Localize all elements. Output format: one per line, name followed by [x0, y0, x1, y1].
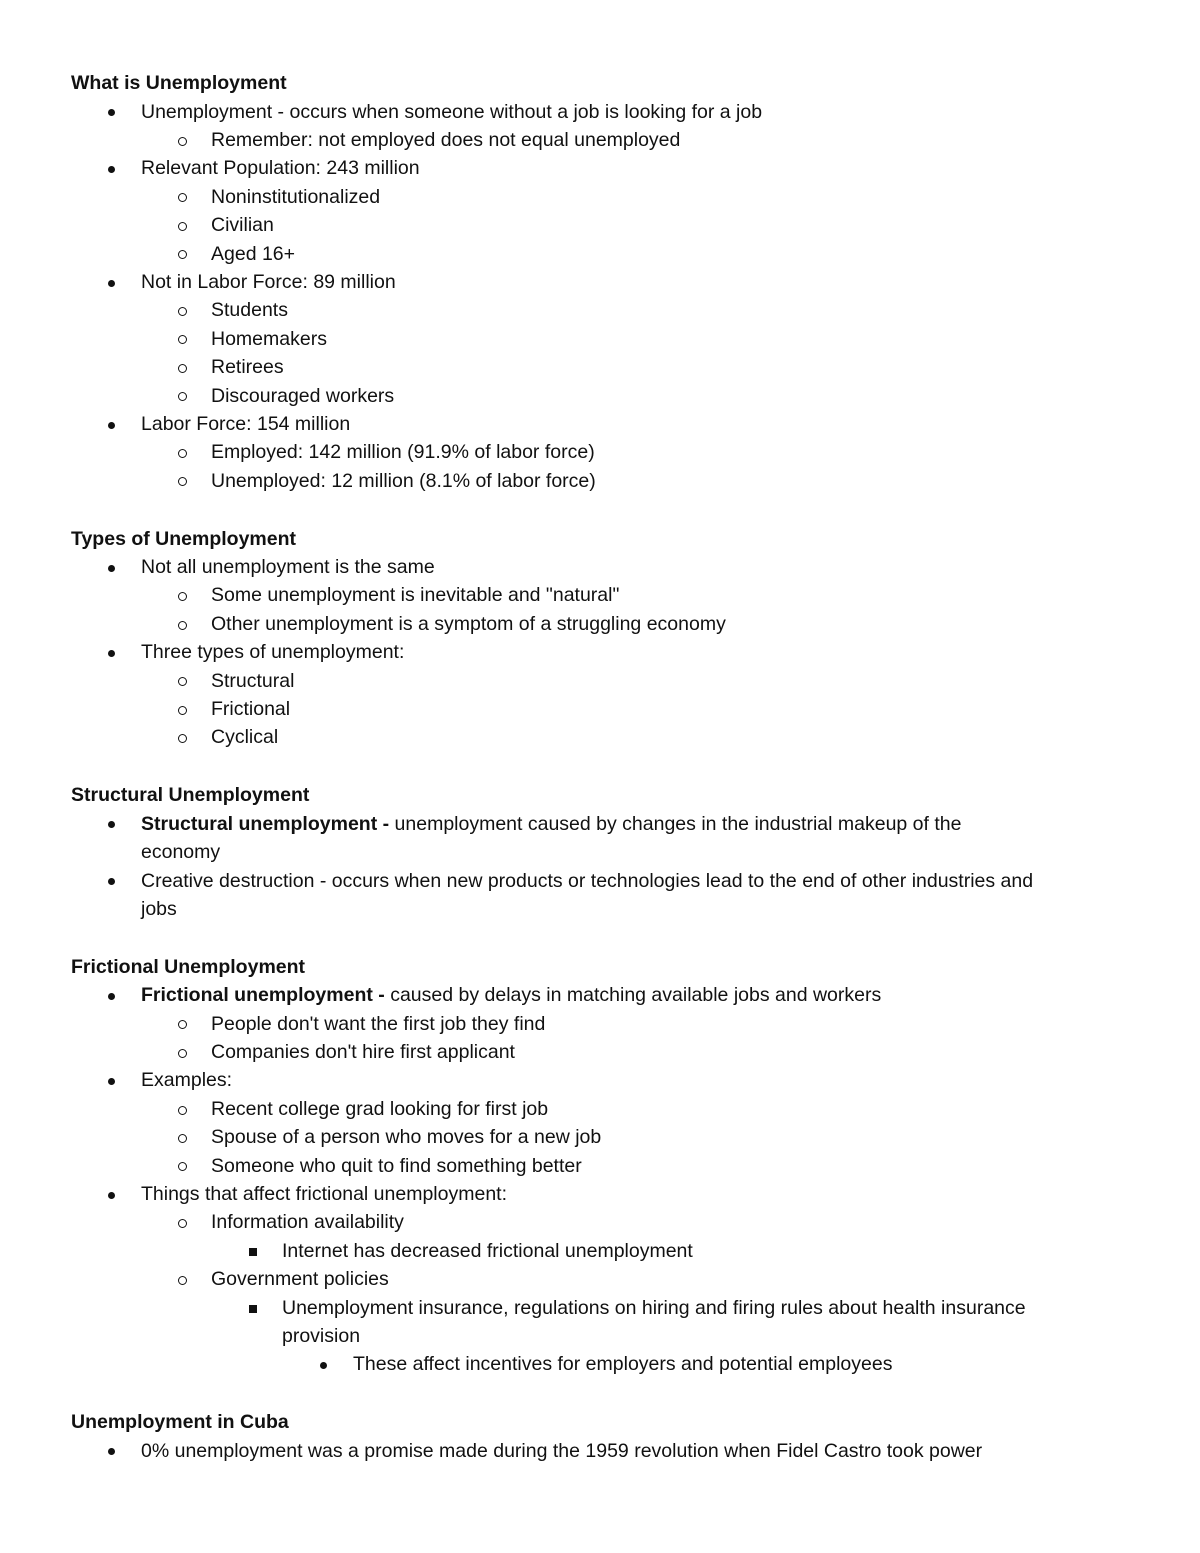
bullet-disc-icon — [108, 1192, 115, 1199]
item-text: Discouraged workers — [211, 384, 395, 407]
list-item-text — [211, 183, 380, 211]
section-heading: Frictional Unemployment — [71, 955, 306, 978]
bullet-circle-icon — [178, 1276, 187, 1285]
bullet-disc-icon — [108, 1078, 115, 1085]
bullet-disc-icon — [108, 821, 115, 828]
bullet-circle-icon — [178, 1162, 187, 1171]
bullet-disc-icon — [108, 650, 115, 657]
list-item-text — [211, 325, 327, 353]
item-text: Relevant Population: 243 million — [141, 157, 420, 180]
item-text: Structural — [211, 669, 295, 692]
item-text: jobs — [141, 897, 177, 920]
list-item-text — [211, 1152, 582, 1180]
item-text: Not in Labor Force: 89 million — [141, 270, 396, 293]
item-text: Companies don't hire first applicant — [211, 1041, 515, 1063]
term-label: Frictional unemployment - — [141, 984, 385, 1007]
bullet-circle-icon — [178, 1106, 187, 1115]
list-item-text — [211, 610, 726, 638]
list-item-text — [211, 1038, 515, 1066]
item-text: Internet has decreased frictional unemployment — [282, 1239, 693, 1262]
bullet-disc-icon — [108, 565, 115, 572]
list-item-text — [211, 126, 680, 154]
list-item-text — [141, 638, 404, 666]
bullet-circle-icon — [178, 335, 187, 344]
item-text: caused by delays in matching available jobs and workers — [390, 984, 882, 1007]
list-item-text — [353, 1350, 892, 1378]
item-text: economy — [141, 841, 221, 864]
bullet-circle-icon — [178, 734, 187, 743]
list-item-text — [282, 1322, 360, 1350]
list-item-text — [211, 353, 284, 381]
bullet-circle-icon — [178, 250, 187, 259]
item-text: Labor Force: 154 million — [141, 412, 351, 435]
list-item-text — [211, 723, 278, 751]
item-text: Three types of unemployment: — [141, 641, 405, 664]
list-item-text — [211, 296, 288, 324]
bullet-circle-icon — [178, 1219, 187, 1228]
list-item-text — [211, 1265, 389, 1293]
list-item-text — [141, 1180, 507, 1208]
list-item-text — [211, 467, 596, 495]
list-item-text — [141, 838, 220, 866]
bullet-circle-icon — [178, 307, 187, 316]
list-item-text — [141, 810, 961, 838]
list-item-text — [211, 240, 295, 268]
bullet-circle-icon — [178, 1134, 187, 1143]
item-text: Cyclical — [211, 726, 279, 749]
item-text: 0% unemployment was a promise made during the 1959 revolution when Fidel Castro took power — [141, 1439, 983, 1462]
item-text: Government policies — [211, 1268, 389, 1291]
item-text: Things that affect frictional unemployment: — [141, 1183, 507, 1205]
item-text: Noninstitutionalized — [211, 185, 381, 208]
list-item-text — [211, 438, 595, 466]
item-text: Aged 16+ — [211, 242, 296, 265]
section-heading: What is Unemployment — [71, 72, 287, 94]
bullet-circle-icon — [178, 449, 187, 458]
list-item-text — [141, 268, 396, 296]
section-heading: Structural Unemployment — [71, 784, 310, 807]
item-text: Students — [211, 299, 288, 322]
list-item-text — [211, 1095, 548, 1123]
list-item-text — [141, 1066, 232, 1094]
item-text: Recent college grad looking for first job — [211, 1097, 549, 1120]
list-item-text — [141, 895, 177, 923]
item-text: Frictional — [211, 698, 291, 720]
bullet-circle-icon — [178, 621, 187, 630]
item-text: Remember: not employed does not equal unemployed — [211, 128, 681, 151]
item-text: Not all unemployment is the same — [141, 556, 435, 578]
list-item-text — [282, 1237, 693, 1265]
list-item-text — [141, 98, 762, 126]
bullet-disc-icon — [108, 1448, 115, 1455]
list-item-text — [211, 695, 290, 723]
bullet-circle-icon — [178, 1049, 187, 1058]
list-item-text — [211, 1123, 601, 1151]
item-text: Unemployment - occurs when someone without a job is looking for a job — [141, 100, 763, 123]
bullet-disc-icon — [108, 993, 115, 1000]
bullet-disc-icon — [108, 109, 115, 116]
list-item-text — [211, 1208, 404, 1236]
list-item-text — [141, 553, 435, 581]
list-item-text — [211, 581, 619, 609]
item-text: Unemployed: 12 million (8.1% of labor force) — [211, 469, 596, 492]
section-heading: Types of Unemployment — [71, 527, 297, 550]
bullet-circle-icon — [178, 364, 187, 373]
list-item-text — [141, 867, 1033, 895]
bullet-circle-icon — [178, 592, 187, 601]
bullet-circle-icon — [178, 677, 187, 686]
bullet-circle-icon — [178, 1020, 187, 1029]
item-text: People don't want the first job they find — [211, 1012, 546, 1035]
term-label: Structural unemployment - — [141, 812, 390, 835]
bullet-disc-icon — [108, 878, 115, 885]
bullet-square-icon — [249, 1305, 257, 1313]
item-text: Unemployment insurance, regulations on hiring and firing rules about health insurance — [282, 1296, 1026, 1319]
item-text: Other unemployment is a symptom of a struggling economy — [211, 612, 726, 635]
list-item-text — [141, 410, 350, 438]
item-text: Spouse of a person who moves for a new job — [211, 1126, 602, 1149]
item-text: Retirees — [211, 356, 284, 379]
bullet-disc-icon — [108, 422, 115, 429]
bullet-circle-icon — [178, 193, 187, 202]
list-item-text — [141, 154, 420, 182]
bullet-circle-icon — [178, 392, 187, 401]
list-item-text — [141, 1437, 982, 1465]
list-item-text — [211, 211, 274, 239]
bullet-square-icon — [249, 1248, 257, 1256]
list-item-text — [211, 667, 294, 695]
bullet-circle-icon — [178, 222, 187, 231]
item-text: Examples: — [141, 1069, 233, 1092]
bullet-circle-icon — [178, 477, 187, 486]
bullet-disc-icon — [320, 1362, 327, 1369]
item-text: Employed: 142 million (91.9% of labor force) — [211, 441, 595, 464]
list-item-text — [211, 1010, 545, 1038]
bullet-circle-icon — [178, 137, 187, 146]
item-text: provision — [282, 1325, 361, 1347]
section-heading: Unemployment in Cuba — [71, 1411, 289, 1434]
item-text: These affect incentives for employers and potential employees — [353, 1353, 893, 1376]
list-item-text — [282, 1294, 1026, 1322]
item-text: Creative destruction - occurs when new products or technologies lead to the end of other industries and — [141, 869, 1034, 892]
item-text: Some unemployment is inevitable and "natural" — [211, 584, 620, 607]
item-text: Information availability — [211, 1211, 404, 1234]
bullet-disc-icon — [108, 166, 115, 173]
item-text: Homemakers — [211, 327, 327, 350]
bullet-circle-icon — [178, 706, 187, 715]
item-text: Someone who quit to find something better — [211, 1154, 582, 1177]
list-item-text — [141, 981, 881, 1009]
bullet-disc-icon — [108, 280, 115, 287]
item-text: Civilian — [211, 214, 274, 237]
item-text: unemployment caused by changes in the industrial makeup of the — [394, 812, 962, 835]
list-item-text — [211, 382, 394, 410]
